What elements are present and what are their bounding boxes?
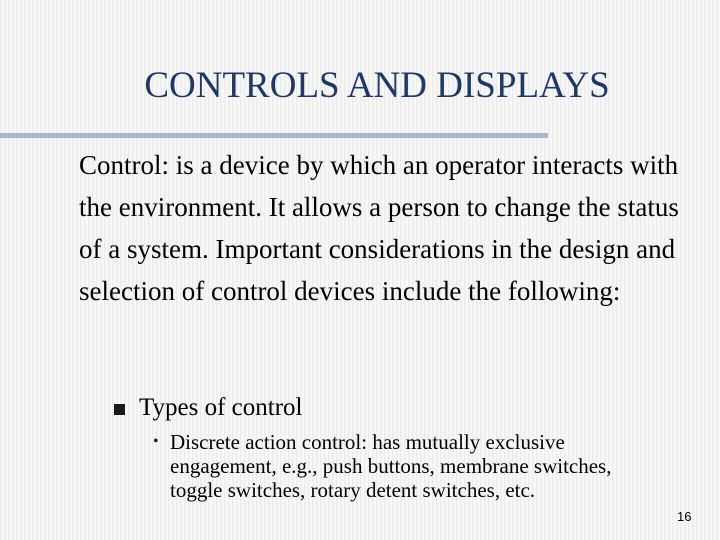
square-bullet-icon	[114, 404, 125, 415]
page-number: 16	[677, 509, 692, 524]
bullet-label: Types of control	[139, 394, 303, 421]
sub-bullet-text: Discrete action control: has mutually exclusive engagement, e.g., push buttons, membrane switches, toggle switches, rotary detent switches, etc.	[170, 430, 612, 502]
body-paragraph: Control: is a device by which an operator interacts with the environment. It allows a person to change the status of a system. Important considerations in the design and selection of control devices include the following:	[79, 150, 679, 306]
bullet-item-types-of-control	[114, 392, 303, 424]
slide-title: CONTROLS AND DISPLAYS	[144, 65, 610, 106]
title-divider	[0, 133, 548, 138]
sub-bullet-item	[153, 430, 653, 502]
dot-bullet-icon: •	[153, 433, 159, 450]
